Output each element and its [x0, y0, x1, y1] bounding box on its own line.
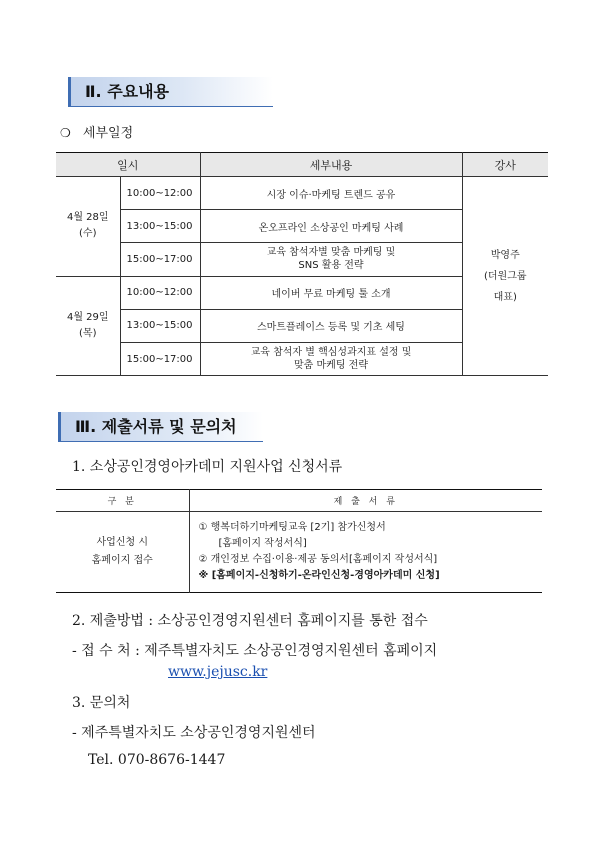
- table-row: [56, 177, 548, 210]
- content-line: 온오프라인 소상공인 마케팅 사례: [258, 222, 404, 234]
- item3-contact: 3. 문의처: [72, 695, 131, 711]
- content-line: 교육 참석자별 맞춤 마케팅 및: [266, 247, 396, 259]
- schedule-table: [56, 152, 548, 376]
- content-cell: [200, 177, 462, 210]
- time-cell: 10:00~12:00: [120, 177, 200, 210]
- schedule-subtitle-text: 세부일정: [82, 126, 134, 141]
- document-item-1: ① 행복더하기마케팅교육 [2기] 참가신청서: [198, 522, 386, 533]
- schedule-subtitle: [60, 122, 133, 141]
- contact-phone: Tel. 070-8676-1447: [88, 752, 226, 768]
- day2-weekday: (목): [79, 327, 97, 339]
- section-title-main-content: Ⅱ. 주요내용: [68, 77, 273, 107]
- content-line: 시장 이슈·마케팅 트렌드 공유: [266, 189, 396, 201]
- contact-organization: - 제주특별자치도 소상공인경영지원센터: [72, 725, 316, 741]
- day1-date-cell: [56, 177, 120, 277]
- time-cell: 15:00~17:00: [120, 342, 200, 375]
- submission-office: - 접 수 처 : 제주특별자치도 소상공인경영지원센터 홈페이지: [72, 643, 438, 659]
- content-line: 교육 참석자 별 핵심성과지표 설정 및: [250, 347, 412, 359]
- category-line: 홈페이지 접수: [91, 555, 153, 566]
- content-line: SNS 활용 전략: [298, 260, 364, 272]
- table-row: [56, 512, 542, 593]
- application-path-note: ※ [홈페이지-신청하기-온라인신청-경영아카데미 신청]: [198, 570, 440, 581]
- header-category: 구 분: [56, 490, 189, 512]
- content-cell: [200, 210, 462, 243]
- time-cell: 15:00~17:00: [120, 243, 200, 276]
- category-cell: [56, 512, 189, 593]
- documents-table: [56, 489, 542, 593]
- schedule-header-row: [56, 153, 548, 177]
- content-line: 스마트플레이스 등록 및 기초 세팅: [257, 322, 405, 334]
- document-item-2: ② 개인정보 수집·이용·제공 동의서[홈페이지 작성서식]: [198, 554, 438, 565]
- day2-date-cell: [56, 276, 120, 376]
- header-documents: 제 출 서 류: [189, 490, 542, 512]
- header-details: 세부내용: [200, 153, 462, 177]
- document-item-1-note: [홈페이지 작성서식]: [218, 538, 307, 549]
- header-datetime: 일시: [56, 153, 200, 177]
- item1-application-docs: 1. 소상공인경영아카데미 지원사업 신청서류: [72, 459, 343, 475]
- section-title-documents-contact: Ⅲ. 제출서류 및 문의처: [58, 412, 263, 442]
- day1-date: 4월 28일: [66, 212, 109, 224]
- documents-header-row: [56, 490, 542, 512]
- bullet-icon: ❍: [60, 126, 71, 140]
- instructor-org: (더원그룹: [483, 270, 527, 282]
- time-cell: 13:00~15:00: [120, 210, 200, 243]
- category-line: 사업신청 시: [96, 537, 148, 548]
- header-instructor: 강사: [462, 153, 548, 177]
- content-line: 맞춤 마케팅 전략: [294, 360, 368, 372]
- instructor-name: 박영주: [490, 249, 520, 261]
- content-cell: [200, 243, 462, 276]
- instructor-title: 대표): [493, 291, 517, 303]
- content-cell: [200, 276, 462, 309]
- content-line: 네이버 무료 마케팅 툴 소개: [271, 289, 391, 301]
- homepage-link[interactable]: www.jejusc.kr: [168, 664, 268, 680]
- day1-weekday: (수): [79, 228, 97, 240]
- content-cell: [200, 342, 462, 375]
- time-cell: 13:00~15:00: [120, 309, 200, 342]
- time-cell: 10:00~12:00: [120, 276, 200, 309]
- content-cell: [200, 309, 462, 342]
- item2-submission-method: 2. 제출방법 : 소상공인경영지원센터 홈페이지를 통한 접수: [72, 613, 428, 629]
- day2-date: 4월 29일: [66, 311, 109, 323]
- documents-cell: [189, 512, 542, 593]
- instructor-cell: [462, 177, 548, 376]
